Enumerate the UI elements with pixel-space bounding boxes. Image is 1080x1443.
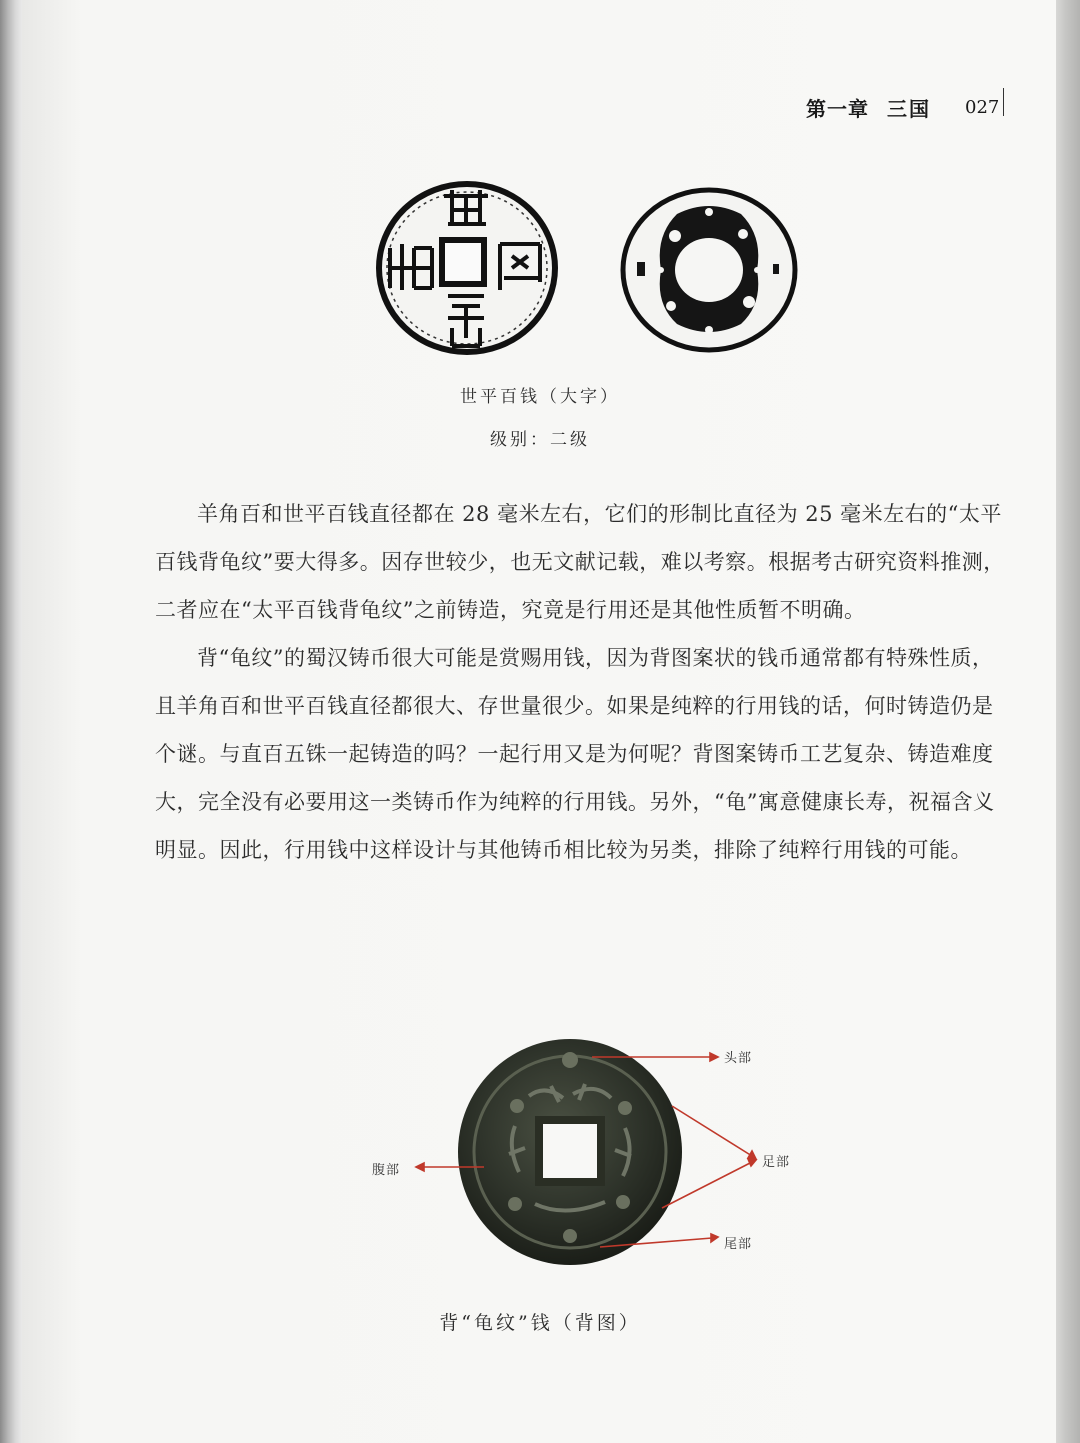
label-belly: 腹部 bbox=[372, 1163, 401, 1178]
chapter-title: 第一章 bbox=[806, 96, 869, 121]
figure2-caption: 背“龟纹”钱（背图） bbox=[439, 1312, 641, 1334]
paragraph-1: 羊角百和世平百钱直径都在 28 毫米左右，它们的形制比直径为 25 毫米左右的“太平百钱背龟纹”要大得多。因存世较少，也无文献记载，难以考察。根据考古研究资料推测，二者应在“太平百钱背龟纹”之前铸造，究竟是行用还是其他性质暂不明确。 bbox=[155, 502, 1005, 622]
paragraph-2: 背“龟纹”的蜀汉铸币很大可能是赏赐用钱，因为背图案状的钱币通常都有特殊性质，且羊角百和世平百钱直径都很大、存世量很少。如果是纯粹的行用钱的话，何时铸造仍是个谜。与直百五铢一起铸造的吗？一起行用又是为何呢？背图案铸币工艺复杂、铸造难度大，完全没有必要用这一类铸币作为纯粹的行用钱。另外，“龟”寓意健康长寿，祝福含义明显。因此，行用钱中这样设计与其他铸币相比较为另类，排除了纯粹行用钱的可能。 bbox=[155, 646, 995, 862]
section-title: 三国 bbox=[887, 96, 931, 121]
page-number: 027 bbox=[965, 96, 1000, 118]
label-tail: 尾部 bbox=[724, 1237, 753, 1252]
label-feet: 足部 bbox=[762, 1155, 791, 1170]
label-head: 头部 bbox=[724, 1051, 753, 1066]
figure1-grade: 级别：二级 bbox=[490, 430, 590, 450]
figure1-caption: 世平百钱（大字） bbox=[460, 387, 620, 407]
